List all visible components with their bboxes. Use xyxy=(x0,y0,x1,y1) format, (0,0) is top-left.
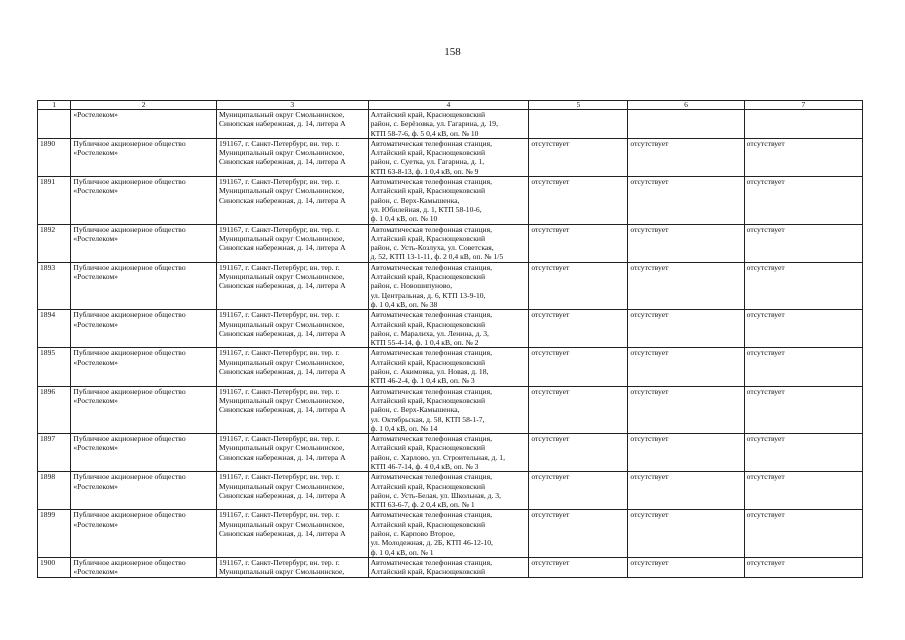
owner-address: 191167, г. Санкт-Петербург, вн. тер. г. Муниципальный округ Смольнинское, Синопская набережная, д. 14, литера А xyxy=(216,434,368,472)
owner-address: 191167, г. Санкт-Петербург, вн. тер. г. Муниципальный округ Смольнинское, Синопская набережная, д. 14, литера А xyxy=(216,510,368,557)
column-header: 3 xyxy=(216,101,368,110)
column-6-value: отсутствует xyxy=(628,262,744,309)
table-row xyxy=(38,138,863,176)
object-description: Алтайский край, Краснощековский район, с. Берёзовка, ул. Гагарина, д. 19, КТП 58-7-6, ф. 5 0,4 кВ, оп. № 10 xyxy=(368,110,529,139)
page-number: 158 xyxy=(444,46,461,58)
column-7-value: отсутствует xyxy=(744,310,862,348)
row-number: 1897 xyxy=(38,434,71,472)
row-number: 1892 xyxy=(38,224,71,262)
object-description: Автоматическая телефонная станция, Алтайский край, Краснощековский район, с. Верх-Камышенка, ул. Юбилейная, д. 1, КТП 58-10-6, ф. 1 0,4 кВ, оп. № 10 xyxy=(368,177,529,224)
object-description: Автоматическая телефонная станция, Алтайский край, Краснощековский район, с. Суетка, ул. Гагарина, д. 1, КТП 63-8-13, ф. 1 0,4 кВ, оп. № 9 xyxy=(368,138,529,176)
owner-address: Муниципальный округ Смольнинское, Синопская набережная, д. 14, литера А xyxy=(216,110,368,139)
object-description: Автоматическая телефонная станция, Алтайский край, Краснощековский район, с. Карпово Второе, ул. Молодежная, д. 2Б, КТП 46-12-10, ф. 1 0,4 кВ, оп. № 1 xyxy=(368,510,529,557)
column-5-value: отсутствует xyxy=(529,348,628,386)
owner-name: Публичное акционерное общество «Ростелеком» xyxy=(71,348,217,386)
column-5-value: отсутствует xyxy=(529,310,628,348)
object-description: Автоматическая телефонная станция, Алтайский край, Краснощековский район, с. Маралиха, ул. Ленина, д. 3, КТП 55-4-14, ф. 1 0,4 кВ, оп. № 2 xyxy=(368,310,529,348)
column-6-value: отсутствует xyxy=(628,310,744,348)
row-number: 1891 xyxy=(38,177,71,224)
column-7-value: отсутствует xyxy=(744,510,862,557)
owner-name: Публичное акционерное общество «Ростелеком» xyxy=(71,224,217,262)
column-7-value xyxy=(744,110,862,139)
column-5-value: отсутствует xyxy=(529,224,628,262)
column-7-value: отсутствует xyxy=(744,224,862,262)
owner-name: Публичное акционерное общество «Ростелеком» xyxy=(71,177,217,224)
object-description: Автоматическая телефонная станция, Алтайский край, Краснощековский xyxy=(368,557,529,577)
column-header: 6 xyxy=(628,101,744,110)
table-row xyxy=(38,510,863,557)
row-number: 1890 xyxy=(38,138,71,176)
owner-address: 191167, г. Санкт-Петербург, вн. тер. г. Муниципальный округ Смольнинское, Синопская набережная, д. 14, литера А xyxy=(216,472,368,510)
owner-name: Публичное акционерное общество «Ростелеком» xyxy=(71,472,217,510)
object-description: Автоматическая телефонная станция, Алтайский край, Краснощековский район, с. Верх-Камышенка, ул. Октябрьская, д. 58, КТП 58-1-7, ф. 1 0,4 кВ, оп. № 14 xyxy=(368,386,529,433)
row-number: 1899 xyxy=(38,510,71,557)
owner-name: «Ростелеком» xyxy=(71,110,217,139)
owner-address: 191167, г. Санкт-Петербург, вн. тер. г. Муниципальный округ Смольнинское, xyxy=(216,557,368,577)
column-6-value: отсутствует xyxy=(628,348,744,386)
owner-name: Публичное акционерное общество «Ростелеком» xyxy=(71,434,217,472)
column-5-value: отсутствует xyxy=(529,434,628,472)
column-7-value: отсутствует xyxy=(744,177,862,224)
owner-name: Публичное акционерное общество «Ростелеком» xyxy=(71,510,217,557)
column-6-value: отсутствует xyxy=(628,557,744,577)
column-7-value: отсутствует xyxy=(744,138,862,176)
row-number: 1896 xyxy=(38,386,71,433)
owner-name: Публичное акционерное общество «Ростелеком» xyxy=(71,557,217,577)
column-5-value xyxy=(529,110,628,139)
owner-address: 191167, г. Санкт-Петербург, вн. тер. г. Муниципальный округ Смольнинское, Синопская набережная, д. 14, литера А xyxy=(216,177,368,224)
object-description: Автоматическая телефонная станция, Алтайский край, Краснощековский район, с. Новошипуново, ул. Центральная, д. 6, КТП 13-9-10, ф. 1 0,4 кВ, оп. № 38 xyxy=(368,262,529,309)
column-5-value: отсутствует xyxy=(529,557,628,577)
column-header: 7 xyxy=(744,101,862,110)
row-number xyxy=(38,110,71,139)
table-row xyxy=(38,110,863,139)
owner-name: Публичное акционерное общество «Ростелеком» xyxy=(71,386,217,433)
column-5-value: отсутствует xyxy=(529,177,628,224)
owner-name: Публичное акционерное общество «Ростелеком» xyxy=(71,138,217,176)
owner-address: 191167, г. Санкт-Петербург, вн. тер. г. Муниципальный округ Смольнинское, Синопская набережная, д. 14, литера А xyxy=(216,262,368,309)
column-6-value: отсутствует xyxy=(628,434,744,472)
table-row xyxy=(38,472,863,510)
object-description: Автоматическая телефонная станция, Алтайский край, Краснощековский район, с. Харлово, ул. Строительная, д. 1, КТП 46-7-14, ф. 4 0,4 кВ, оп. № 3 xyxy=(368,434,529,472)
column-6-value: отсутствует xyxy=(628,386,744,433)
owner-address: 191167, г. Санкт-Петербург, вн. тер. г. Муниципальный округ Смольнинское, Синопская набережная, д. 14, литера А xyxy=(216,310,368,348)
column-header: 4 xyxy=(368,101,529,110)
row-number: 1898 xyxy=(38,472,71,510)
table-header-row xyxy=(38,101,863,110)
column-7-value: отсутствует xyxy=(744,472,862,510)
column-5-value: отсутствует xyxy=(529,138,628,176)
table-row xyxy=(38,386,863,433)
owner-address: 191167, г. Санкт-Петербург, вн. тер. г. Муниципальный округ Смольнинское, Синопская набережная, д. 14, литера А xyxy=(216,224,368,262)
column-header: 1 xyxy=(38,101,71,110)
column-7-value: отсутствует xyxy=(744,386,862,433)
column-header: 5 xyxy=(529,101,628,110)
row-number: 1895 xyxy=(38,348,71,386)
row-number: 1894 xyxy=(38,310,71,348)
table-row xyxy=(38,177,863,224)
column-7-value: отсутствует xyxy=(744,262,862,309)
row-number: 1900 xyxy=(38,557,71,577)
table-row xyxy=(38,224,863,262)
table-row xyxy=(38,434,863,472)
object-description: Автоматическая телефонная станция, Алтайский край, Краснощековский район, с. Акимовка, ул. Новая, д. 18, КТП 46-2-4, ф. 1 0,4 кВ, оп. № 3 xyxy=(368,348,529,386)
column-5-value: отсутствует xyxy=(529,472,628,510)
object-description: Автоматическая телефонная станция, Алтайский край, Краснощековский район, с. Усть-Козлуха, ул. Советская, д. 52, КТП 13-1-11, ф. 2 0,4 кВ, оп. № 1/5 xyxy=(368,224,529,262)
column-7-value: отсутствует xyxy=(744,434,862,472)
column-header: 2 xyxy=(71,101,217,110)
object-description: Автоматическая телефонная станция, Алтайский край, Краснощековский район, с. Усть-Белая, ул. Школьная, д. 3, КТП 63-6-7, ф. 2 0,4 кВ, оп. № 1 xyxy=(368,472,529,510)
column-6-value: отсутствует xyxy=(628,138,744,176)
column-6-value: отсутствует xyxy=(628,224,744,262)
owner-address: 191167, г. Санкт-Петербург, вн. тер. г. Муниципальный округ Смольнинское, Синопская набережная, д. 14, литера А xyxy=(216,138,368,176)
column-6-value: отсутствует xyxy=(628,472,744,510)
owner-name: Публичное акционерное общество «Ростелеком» xyxy=(71,262,217,309)
owner-name: Публичное акционерное общество «Ростелеком» xyxy=(71,310,217,348)
column-5-value: отсутствует xyxy=(529,510,628,557)
column-6-value: отсутствует xyxy=(628,510,744,557)
column-5-value: отсутствует xyxy=(529,386,628,433)
column-6-value xyxy=(628,110,744,139)
column-5-value: отсутствует xyxy=(529,262,628,309)
table-row xyxy=(38,262,863,309)
column-7-value: отсутствует xyxy=(744,348,862,386)
table-row xyxy=(38,348,863,386)
table-row xyxy=(38,557,863,577)
column-6-value: отсутствует xyxy=(628,177,744,224)
owner-address: 191167, г. Санкт-Петербург, вн. тер. г. Муниципальный округ Смольнинское, Синопская набережная, д. 14, литера А xyxy=(216,348,368,386)
table-row xyxy=(38,310,863,348)
row-number: 1893 xyxy=(38,262,71,309)
owner-address: 191167, г. Санкт-Петербург, вн. тер. г. Муниципальный округ Смольнинское, Синопская набережная, д. 14, литера А xyxy=(216,386,368,433)
column-7-value: отсутствует xyxy=(744,557,862,577)
registry-table xyxy=(37,100,863,578)
